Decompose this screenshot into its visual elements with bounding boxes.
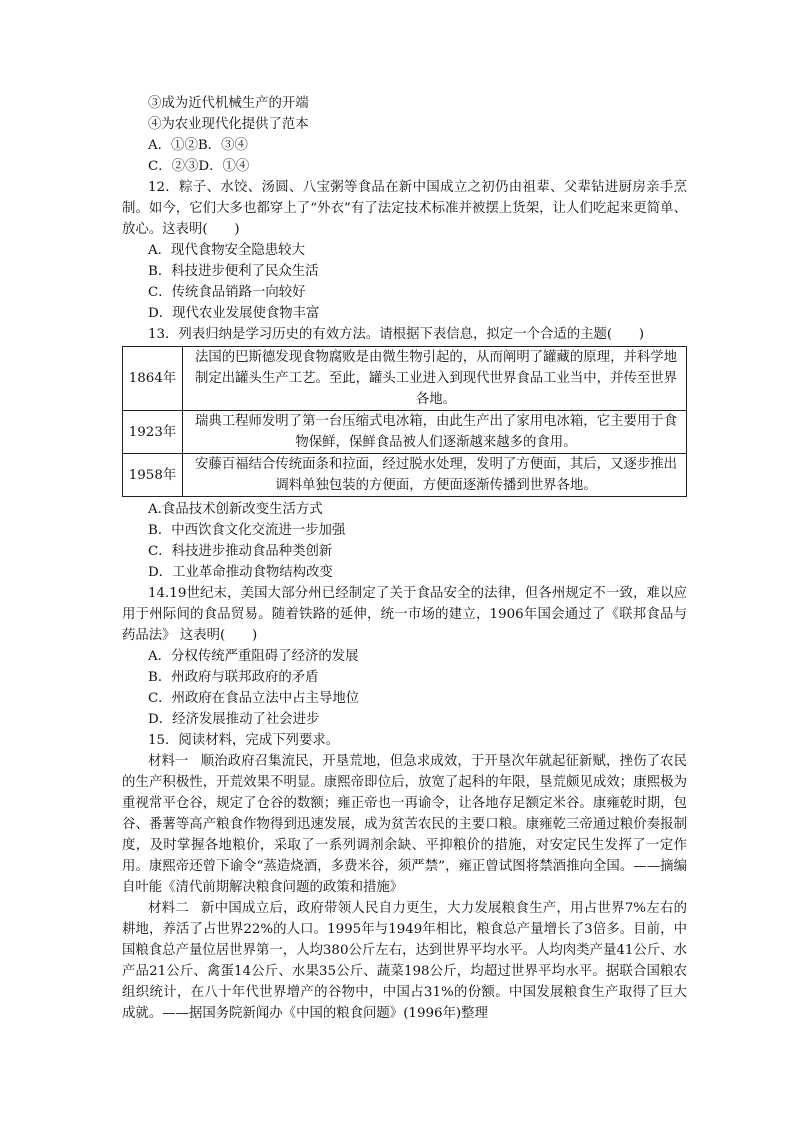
material-2-title: 材料二 [148, 901, 190, 916]
table-row [123, 347, 687, 411]
q13-option-b: B．中西饮食文化交流进一步加强 [148, 523, 346, 538]
q14-stem: 14.19世纪末，美国大部分州已经制定了关于食品安全的法律，但各州规定不一致，难以应用于州际间的食品贸易。随着铁路的延伸，统一市场的建立，1906年国会通过了《联邦食品与药品法》 这表明( ) [122, 586, 687, 643]
q12-option-a: A．现代食物安全隐患较大 [148, 243, 305, 258]
q13-table [122, 346, 687, 497]
q12-option-d: D．现代农业发展使食物丰富 [148, 306, 320, 321]
q12-option-b: B．科技进步便利了民众生活 [148, 264, 319, 279]
q14-option-c: C．州政府在食品立法中占主导地位 [148, 691, 360, 706]
table-row [123, 454, 687, 497]
table-desc-cell: 安藤百福结合传统面条和拉面，经过脱水处理，发明了方便面，其后，又逐步推出调料单独包装的方便面，方便面逐渐传播到世界各地。 [183, 454, 687, 497]
q14-option-d: D．经济发展推动了社会进步 [148, 712, 320, 727]
q13-option-a: A.食品技术创新改变生活方式 [148, 502, 323, 517]
q13-stem: 13．列表归纳是学习历史的有效方法。请根据下表信息，拟定一个合适的主题( ) [148, 327, 645, 342]
q11-item-4: ④为农业现代化提供了范本 [148, 117, 309, 132]
q14-option-b: B．州政府与联邦政府的矛盾 [148, 670, 319, 685]
table-desc-cell: 瑞典工程师发明了第一台压缩式电冰箱，由此生产出了家用电冰箱，它主要用于食物保鲜，保鲜食品被人们逐渐越来越多的食用。 [183, 411, 687, 454]
q13-option-c: C．科技进步推动食品种类创新 [148, 544, 333, 559]
table-desc-cell: 法国的巴斯德发现食物腐败是由微生物引起的，从而阐明了罐藏的原理，并科学地制定出罐头生产工艺。至此，罐头工业进入到现代世界食品工业当中，并传至世界各地。 [183, 347, 687, 411]
q12-option-c: C．传统食品销路一向较好 [148, 285, 306, 300]
material-2-text: 新中国成立后，政府带领人民自力更生，大力发展粮食生产，用占世界7%左右的耕地，养活了占世界22%的人口。1995年与1949年相比，粮食总产量增长了3倍多。目前，中国粮食总产量位居世界第一，人均380公斤左右，达到世界平均水平。人均肉类产量41公斤、水产品21公斤、禽蛋14公斤、水果35公斤、蔬菜198公斤，均超过世界平均水平。据联合国粮农组织统计，在八十年代世界增产的谷物中，中国占31%的份额。中国发展粮食生产取得了巨大成就。——据国务院新闻办《中国的粮食问题》(1996年)整理 [122, 901, 687, 1021]
q15-material-2 [122, 898, 687, 1024]
table-year-cell: 1958年 [123, 454, 183, 497]
table-year-cell: 1923年 [123, 411, 183, 454]
q13-option-d: D．工业革命推动食物结构改变 [148, 565, 333, 580]
q15-material-1 [122, 751, 687, 898]
q11-options-cd: C．②③D．①④ [148, 159, 250, 174]
q15-stem: 15．阅读材料，完成下列要求。 [148, 733, 340, 748]
q14-option-a: A．分权传统严重阻碍了经济的发展 [148, 649, 359, 664]
q11-item-3: ③成为近代机械生产的开端 [148, 96, 309, 111]
material-1-title: 材料一 [148, 754, 189, 769]
table-year-cell: 1864年 [123, 347, 183, 411]
q11-options-ab: A．①②B．③④ [148, 138, 248, 153]
exam-content [122, 93, 687, 1024]
q12-stem: 12．粽子、水饺、汤圆、八宝粥等食品在新中国成立之初仍由祖辈、父辈钻进厨房亲手烹制。如今，它们大多也都穿上了“外衣”有了法定技术标准并被摆上货架，让人们吃起来更简单、放心。这表明( ) [122, 180, 687, 237]
material-1-text: 顺治政府召集流民，开垦荒地，但急求成效，于开垦次年就起征新赋，挫伤了农民的生产积极性，开荒效果不明显。康熙帝即位后，放宽了起科的年限，垦荒颇见成效；康熙极为重视常平仓谷，规定了仓谷的数额；雍正帝也一再谕令，让各地存足额定米谷。康雍乾时期，包谷、番薯等高产粮食作物得到迅速发展，成为贫苦农民的主要口粮。康雍乾三帝通过粮价奏报制度，及时掌握各地粮价，采取了一系列调剂余缺、平抑粮价的措施，对安定民生发挥了一定作用。康熙帝还曾下谕令“蒸造烧酒，多费米谷，须严禁”，雍正曾试图将禁酒推向全国。——摘编自叶能《清代前期解决粮食问题的政策和措施》 [122, 754, 688, 895]
table-row [123, 411, 687, 454]
